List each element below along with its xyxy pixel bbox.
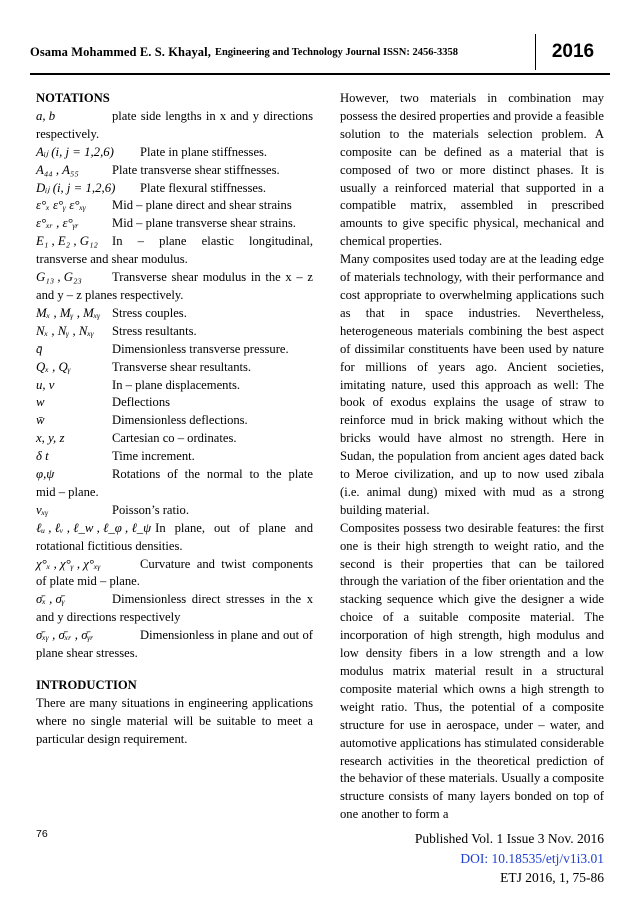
notation-item [36, 377, 313, 395]
notation-symbol: ℓᵤ , ℓᵥ , ℓ_w , ℓ_φ , ℓ_ψ [36, 520, 152, 535]
notation-symbol: Aᵢⱼ (i, j = 1,2,6) [36, 144, 114, 159]
notation-item [36, 466, 313, 502]
header-year: 2016 [535, 34, 610, 70]
notation-description: Dimensionless direct stresses in the x and y directions respectively [36, 592, 313, 625]
notation-symbol: σ̄ₓ , σ̄ᵧ [36, 592, 65, 607]
notation-description: Plate transverse shear stiffnesses. [112, 162, 280, 177]
notation-description: Time increment. [112, 449, 195, 464]
notation-item [36, 305, 313, 323]
notation-symbol: x, y, z [36, 431, 65, 446]
notation-item [36, 144, 313, 162]
header-rule [30, 73, 610, 75]
publication-info [415, 829, 604, 888]
notation-description: Dimensionless in plane and out of plane shear stresses. [36, 628, 313, 661]
notation-symbol: Dᵢⱼ (i, j = 1,2,6) [36, 180, 116, 195]
notation-item [36, 197, 313, 215]
notation-description: Rotations of the normal to the plate mid – plane. [36, 467, 313, 499]
notation-symbol: φ,ψ [36, 467, 55, 482]
notation-item [36, 180, 313, 198]
notation-item [36, 448, 313, 466]
notation-item [36, 556, 313, 592]
intro-paragraph-3: Composites possess two desirable features: the first one is their high strength to weight ratio, and the second is their properties that can be tailored through the variation of the fiber orientation and the stacking sequence which give the designer a wide choice of a suitable composite material. The incorporation of high strength, high modulus and low density fibers in a low strength and a low modulus matrix material result in a structural composite material which owns a high strength to weight ratio. Thus, the potential of a composite structure for use in aerospace, under – water, and automotive applications has stimulated considerable research activities in the theoretical prediction of the behavior of these materials. Usually a composite structure consists of many layers bonded on top of one another to form a [340, 520, 604, 822]
notation-description: Cartesian co – ordinates. [112, 431, 237, 446]
notation-description: Dimensionless transverse pressure. [112, 341, 289, 356]
header-journal: Engineering and Technology Journal ISSN: 2456-3358 [214, 46, 458, 58]
published-line: Published Vol. 1 Issue 3 Nov. 2016 [414, 831, 604, 846]
notation-item [36, 269, 313, 305]
notation-symbol: Qₓ , Qᵧ [36, 359, 71, 374]
intro-paragraph-2: Many composites used today are at the leading edge of materials technology, with their performance and cost appropriate to overwhelming applications such as that in space industries. Nevertheless, heterogeneous materials combining the best aspect of dissimilar constituents have been used by nature for millions of years ago. Ancient societies, imitating nature, used this approach as well: The book of exodus explains the usage of straw to reinforce mud in brick making without which the bricks would have almost no strength. Here in Sudan, the population from ancient ages dated back to Meroe civilization, and up to now used zibala (i.e. animal dung) mixed with mud as a strong building material. [340, 252, 604, 517]
notation-item [36, 215, 313, 233]
notation-symbol: ε°ₓᵣ , ε°ᵧᵣ [36, 216, 79, 231]
notation-item [36, 162, 313, 180]
notation-item [36, 627, 313, 663]
notation-item [36, 233, 313, 269]
notation-symbol: σ̄ₓᵧ , σ̄ₓᵣ , σ̄ᵧᵣ [36, 628, 94, 643]
notation-symbol: Nₓ , Nᵧ , Nₓᵧ [36, 323, 94, 338]
notation-symbol: A₄₄ , A₅₅ [36, 162, 79, 177]
notation-item [36, 323, 313, 341]
notation-symbol: ε°ₓ ε°ᵧ ε°ₓᵧ [36, 198, 87, 213]
notation-symbol: a, b [36, 108, 56, 123]
notation-item [36, 520, 313, 556]
header-author: Osama Mohammed E. S. Khayal, [30, 44, 211, 59]
left-column [36, 90, 313, 749]
notation-symbol: Mₓ , Mᵧ , Mₓᵧ [36, 305, 101, 320]
notation-description: In – plane displacements. [112, 377, 240, 392]
notation-description: Deflections [112, 395, 171, 410]
notation-description: In – plane elastic longitudinal, transverse and shear modulus. [36, 234, 313, 267]
introduction-heading: INTRODUCTION [36, 678, 137, 692]
notation-description: Mid – plane direct and shear strains [112, 198, 292, 213]
citation-line: ETJ 2016, 1, 75-86 [500, 870, 604, 885]
intro-paragraph-1-start: There are many situations in engineering applications where no single material will be suitable to meet a particular design requirement. [36, 695, 313, 746]
notation-description: Stress couples. [112, 305, 187, 320]
page-number: 76 [36, 828, 48, 840]
notation-description: Transverse shear modulus in the x – z and y – z planes respectively. [36, 270, 313, 302]
notation-item [36, 591, 313, 627]
notation-description: Plate in plane stiffnesses. [140, 144, 268, 159]
notation-description: In plane, out of plane and rotational fictitious densities. [36, 520, 313, 553]
notation-symbol: w [36, 395, 45, 410]
notation-item [36, 430, 313, 448]
doi-link[interactable]: DOI: 10.18535/etj/v1i3.01 [460, 850, 604, 866]
notation-symbol: u, v [36, 377, 55, 392]
notation-description: Dimensionless deflections. [112, 413, 248, 428]
notation-item [36, 412, 313, 430]
running-header [30, 34, 610, 70]
notation-item [36, 502, 313, 520]
notation-symbol: E₁ , E₂ , G₁₂ [36, 234, 98, 249]
notation-item [36, 359, 313, 377]
notation-description: Curvature and twist components of plate mid – plane. [36, 556, 313, 589]
notation-item [36, 394, 313, 412]
intro-paragraph-1-end: However, two materials in combination may possess the desired properties and provide a feasible solution to the materials selection problem. A composite can be defined as a material that is composed of two or more distinct phases. It is usually a reinforced material that supported in a compatible matrix, assembled in prescribed amounts to give specific physical, mechanical and chemical properties. [340, 91, 604, 249]
notation-item [36, 108, 313, 144]
notation-description: Transverse shear resultants. [112, 359, 252, 374]
notation-description: Stress resultants. [112, 323, 197, 338]
notation-description: Plate flexural stiffnesses. [140, 180, 267, 195]
notation-list [36, 108, 313, 663]
notation-symbol: q̄ [36, 341, 43, 356]
notation-symbol: χ°ₓ , χ°ᵧ , χ°ₓᵧ [36, 556, 101, 571]
right-column [340, 90, 604, 824]
notation-description: Poisson’s ratio. [112, 502, 189, 517]
notation-description: plate side lengths in x and y directions respectively. [36, 108, 313, 141]
notation-symbol: G₁₃ , G₂₃ [36, 270, 82, 285]
notation-item [36, 341, 313, 359]
notation-symbol: νₓᵧ [36, 502, 49, 517]
notation-symbol: δ t [36, 449, 49, 464]
notations-heading: NOTATIONS [36, 91, 110, 105]
notation-symbol: w̄ [36, 413, 45, 428]
notation-description: Mid – plane transverse shear strains. [112, 216, 296, 231]
